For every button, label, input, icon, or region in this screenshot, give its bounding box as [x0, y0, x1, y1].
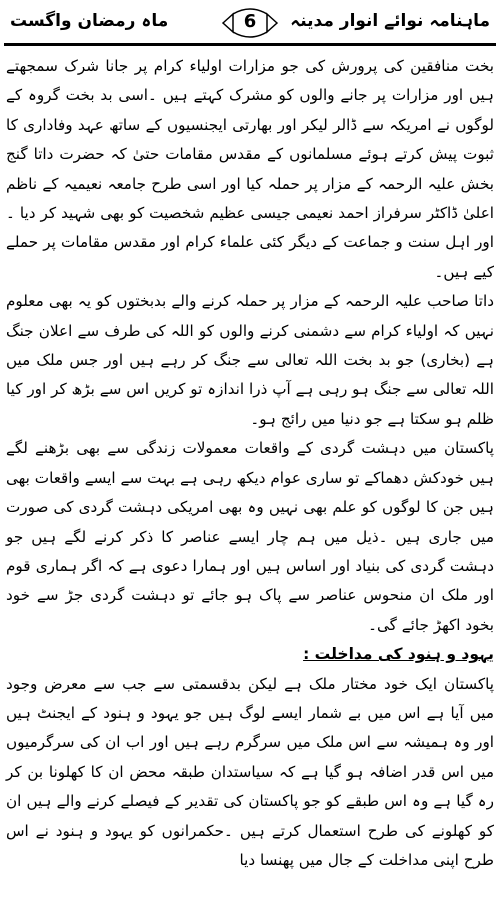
page-header: [4, 6, 496, 44]
issue-label: ماہ رمضان واگست: [10, 11, 169, 31]
paragraph: داتا صاحب علیہ الرحمہ کے مزار پر حملہ کرنے والے بدبختوں کو یہ بھی معلوم نہیں کہ اولیاء کرام سے دشمنی کرنے والوں کو اللہ کی طرف سے اعلان جنگ ہے (بخاری) جو بد بخت اللہ تعالی سے جنگ کر رہے ہیں اور جس ملک میں اللہ تعالی سے جنگ ہو رہی ہے آپ ذرا اندازہ تو کریں اس سے بڑھ کر اور کیا ظلم ہو سکتا ہے جو دنیا میں رائج ہو۔: [6, 292, 494, 428]
page-number-badge: [221, 6, 279, 40]
paragraph: پاکستان میں دہشت گردی کے واقعات معمولات زندگی سے بھی بڑھنے لگے ہیں خودکش دھماکے تو ساری عوام دیکھ رہی ہے بہت سے ایسے واقعات بھی ہیں جن کا لوگوں کو علم بھی نہیں وہ بھی امریکی دہشت گردی کی صورت میں جاری ہیں ۔ذیل میں ہم چار ایسے عناصر کا ذکر کرنے لگے ہیں جو دہشت گردی کی بنیاد اور اساس ہیں اور ہمارا دعوی ہے کہ اگر ہماری قوم اور ملک ان منحوس عناصر سے پاک ہو جائے تو دہشت گردی جڑ سے خود بخود اکھڑ جائے گی۔: [6, 439, 494, 634]
paragraph: پاکستان ایک خود مختار ملک ہے لیکن بدقسمتی سے جب سے معرض وجود میں آیا ہے اس میں بے شمار ایسے لوگ ہیں جو یہود و ہنود کے ایجنٹ ہیں اور وہ ہمیشہ سے اس ملک میں سرگرم رہے ہیں اور اب ان کی سرگرمیوں میں اس قدر اضافہ ہو گیا ہے کہ سیاستدان طبقہ محض ان کا کھلونا بن کر رہ گیا ہے وہ اس طبقے کو جو پاکستان کی تقدیر کے فیصلے کرنے والے ہیں ان کو کھلونے کی طرح استعمال کرتے ہیں ۔حکمرانوں کو یہود و ہنود نے اس طرح اپنی مداخلت کے جال میں پھنسا دیا: [6, 674, 494, 869]
article-body: [6, 52, 494, 905]
paragraph: بخت منافقین کی پرورش کی جو مزارات اولیاء کرام پر جانا شرک سمجھتے ہیں اور مزارات پر جانے والوں کو مشرک کہتے ہیں ۔اسی بد بخت گروہ کے لوگوں نے امریکہ سے ڈالر لیکر اور بھارتی ایجنسیوں کے ساتھ عہد وفاداری کا ثبوت پیش کرتے ہوئے مسلمانوں کے مقدس مقامات حتیٰ کہ حضرت داتا گنج بخش علیہ الرحمہ کے مزار پر حملہ کیا اور اسی طرح جامعہ نعیمیہ کے ناظم اعلیٰ ڈاکٹر سرفراز احمد نعیمی جیسی عظیم شخصیت کو بھی شہید کر دیا ۔اور اہل سنت و جماعت کے دیگر کئی علماء کرام اور مقدس مقامات پر حملے کیے ہیں۔: [6, 57, 494, 281]
section-heading: یہود و ہنود کی مداخلت :: [303, 645, 494, 664]
magazine-title: ماہنامہ نوائے انوار مدینہ: [290, 11, 490, 31]
header-rule: [4, 43, 496, 46]
page-number: 6: [243, 11, 257, 32]
